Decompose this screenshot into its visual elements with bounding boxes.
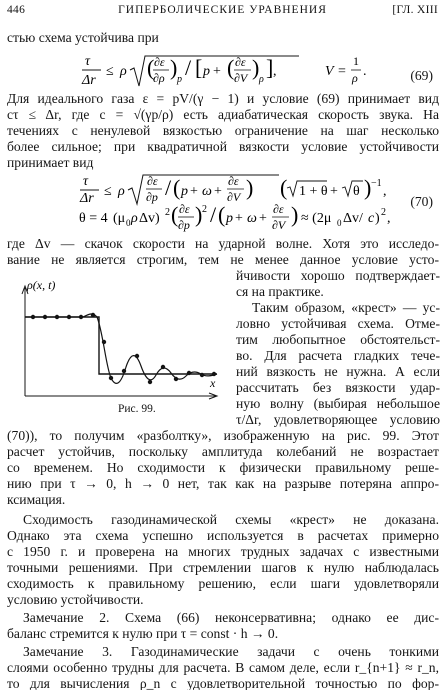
text-line: ксимация. — [7, 492, 66, 507]
svg-text:+: + — [213, 64, 221, 79]
svg-text:/: / — [185, 55, 192, 80]
svg-text:p: p — [203, 64, 210, 79]
y-axis-label: ρ(x, t) — [27, 278, 56, 292]
svg-text:0: 0 — [337, 218, 342, 228]
svg-text:): ) — [364, 175, 372, 200]
svg-text:∂ε: ∂ε — [154, 55, 165, 69]
svg-text:+: + — [190, 184, 198, 199]
svg-text:c: c — [368, 211, 375, 226]
svg-text:Δr: Δr — [80, 191, 94, 206]
text-line: ся на практике. — [236, 284, 324, 299]
svg-text:∂ρ: ∂ρ — [153, 71, 165, 85]
svg-text:ρ: ρ — [118, 184, 125, 199]
svg-text:1 + θ: 1 + θ — [299, 184, 328, 199]
text-line: слоями особенно трудны для расчета. В самом деле, если r_{n+1} ≈ r_n, — [7, 660, 439, 675]
svg-text:ρ: ρ — [352, 71, 358, 85]
svg-text:p: p — [226, 211, 233, 226]
svg-text:(: ( — [171, 202, 179, 227]
text-line: то для вычисления ρ_n с удовлетворительной точностью по фор- — [7, 676, 439, 690]
svg-text:.: . — [363, 64, 367, 79]
text-line: где Δv — скачок скорости на ударной волне. Хотя это исследо- — [7, 236, 439, 251]
svg-text:): ) — [291, 202, 299, 227]
svg-text:+: + — [259, 211, 267, 226]
svg-text:θ: θ — [353, 184, 360, 199]
svg-text:ρ: ρ — [131, 211, 138, 226]
text-line: со временем. Но сходимости к физически правильному реше- — [7, 460, 439, 475]
svg-text:]: ] — [266, 55, 274, 80]
svg-text:2: 2 — [381, 207, 386, 218]
text-line: условию устойчивости. — [7, 592, 144, 607]
x-axis-label: x — [210, 376, 216, 390]
svg-text:−1: −1 — [371, 178, 382, 189]
oscillation-plot — [7, 272, 229, 412]
svg-text:ω: ω — [247, 211, 257, 226]
svg-text:∂V: ∂V — [234, 71, 248, 85]
text-line: стью схема устойчива при — [7, 30, 159, 45]
svg-text:ρ: ρ — [259, 74, 264, 85]
svg-text:): ) — [246, 175, 254, 200]
svg-text:(: ( — [280, 175, 288, 200]
text-line: Для идеального газа ε = pV/(γ − 1) и условие (69) принимает вид — [7, 91, 439, 106]
formula-70-render — [7, 172, 439, 232]
svg-text:,: , — [387, 211, 391, 226]
svg-text:): ) — [195, 202, 203, 227]
text-line: с 1950 г. и проверена на многих трудных задачах с известными — [7, 544, 439, 559]
text-line: сходимость к правильному решению, если шаги удовлетворяли — [7, 576, 439, 591]
svg-text:∂ε: ∂ε — [273, 202, 284, 216]
text-line: Сходимость газодинамической схемы «крест» не доказана. — [23, 512, 439, 527]
svg-text:∂V: ∂V — [227, 190, 241, 204]
chapter-title: ГИПЕРБОЛИЧЕСКИЕ УРАВНЕНИЯ — [118, 4, 327, 16]
text-line: расчет устойчив, поскольку амплитуда колебаний не возрастает — [7, 444, 439, 459]
text-line — [0, 0, 1, 1]
svg-text:1: 1 — [353, 54, 359, 68]
text-line: Замечание 2. Схема (66) неконсервативна; однако ее дис- — [23, 610, 439, 625]
svg-text:[: [ — [195, 55, 203, 80]
formula-69 — [7, 52, 439, 88]
text-line: нию при τ → 0, h → 0 нет, так как на разрыве потеряна аппро- — [7, 476, 439, 491]
svg-text:): ) — [170, 55, 178, 80]
equation-number: (70) — [410, 194, 433, 209]
svg-text:,: , — [383, 184, 387, 199]
equation-number: (69) — [410, 68, 433, 83]
svg-text:∂ε: ∂ε — [179, 202, 190, 216]
svg-text:Δr: Δr — [82, 73, 96, 88]
svg-text:ρ: ρ — [120, 64, 127, 79]
running-header — [7, 4, 438, 20]
svg-text:+: + — [214, 184, 222, 199]
text-line: (70)), то получим «разболтку», изображенную на рис. 99. Этот — [7, 428, 439, 443]
svg-text:+: + — [235, 211, 243, 226]
svg-text:∂ε: ∂ε — [228, 174, 239, 188]
svg-text:τ: τ — [85, 54, 91, 69]
svg-text:θ = 4: θ = 4 — [79, 211, 108, 226]
text-line: точными решениями. При стремлении шагов к нулю наблюдалась — [7, 560, 439, 575]
svg-text:/: / — [165, 175, 172, 200]
svg-text:(: ( — [147, 55, 155, 80]
text-line: ную волну (выбирая небольшое — [236, 396, 440, 411]
formula-70 — [7, 172, 439, 232]
text-line: принимает вид — [7, 155, 94, 170]
svg-text:Δv/: Δv/ — [343, 211, 363, 226]
svg-text:(μ: (μ — [113, 211, 126, 226]
text-line: во. Для расчета гладких тече- — [236, 348, 440, 363]
svg-text:+: + — [330, 184, 338, 199]
svg-text:ω: ω — [202, 184, 212, 199]
text-line: Однако эта схема успешно используется в расчетах примерно — [7, 528, 439, 543]
figure-99 — [7, 272, 229, 412]
svg-text:∂ε: ∂ε — [235, 55, 246, 69]
chapter-number: [ГЛ. XIII — [392, 4, 438, 16]
text-line: ний вязкость не нужна. А если — [236, 364, 440, 379]
text-line: cτ ≤ Δr, где c = √(γp/ρ) есть адиабатическая скорость звука. На — [7, 107, 439, 122]
page-number: 446 — [7, 4, 26, 16]
figure-caption: Рис. 99. — [118, 403, 156, 415]
svg-text:(: ( — [173, 175, 181, 200]
text-line: более сильное; при квадратичной вязкости условие устойчивости — [7, 139, 439, 154]
text-line: баланс стремится к нулю при τ = const · h → 0. — [7, 626, 279, 641]
text-line: тим любопытное обстоятельст- — [236, 332, 440, 347]
svg-text:∂V: ∂V — [272, 218, 286, 232]
svg-text:≈ (2μ: ≈ (2μ — [301, 211, 332, 226]
svg-text:(: ( — [218, 202, 226, 227]
svg-text:2: 2 — [202, 204, 207, 215]
svg-text:V: V — [325, 64, 334, 79]
svg-text:2: 2 — [165, 207, 170, 218]
text-line: йчивости хорошо подтверждает- — [236, 268, 440, 283]
text-line: τ/Δr, удовлетворяющее условию — [236, 412, 440, 427]
text-line: ловно устойчивая схема. Отме- — [236, 316, 440, 331]
svg-text:∂p: ∂p — [146, 190, 158, 204]
text-line: вание не является строгим, тем не менее данное условие усто- — [7, 252, 439, 267]
formula-69-render — [7, 52, 439, 88]
text-line: Таким образом, «крест» — ус- — [252, 300, 440, 315]
svg-text:(: ( — [227, 55, 235, 80]
svg-text:): ) — [252, 55, 260, 80]
svg-text:p: p — [181, 184, 188, 199]
svg-text:≤: ≤ — [104, 184, 112, 199]
svg-text:∂ε: ∂ε — [147, 174, 158, 188]
svg-text:τ: τ — [83, 174, 89, 189]
svg-text:=: = — [338, 64, 346, 79]
svg-text:≤: ≤ — [106, 64, 114, 79]
svg-text:0: 0 — [126, 218, 131, 228]
svg-text:,: , — [273, 64, 277, 79]
svg-text:): ) — [375, 211, 380, 226]
text-line: рассчитать без вязкости удар- — [236, 380, 440, 395]
svg-text:Δv): Δv) — [139, 211, 160, 226]
text-line: Замечание 3. Газодинамические задачи с очень тонкими — [23, 644, 439, 659]
text-line: течениях с ненулевой вязкостью ограничение на шаг несколько — [7, 123, 439, 138]
svg-text:∂p: ∂p — [178, 218, 190, 232]
svg-text:p: p — [177, 74, 182, 85]
svg-text:/: / — [210, 202, 217, 227]
